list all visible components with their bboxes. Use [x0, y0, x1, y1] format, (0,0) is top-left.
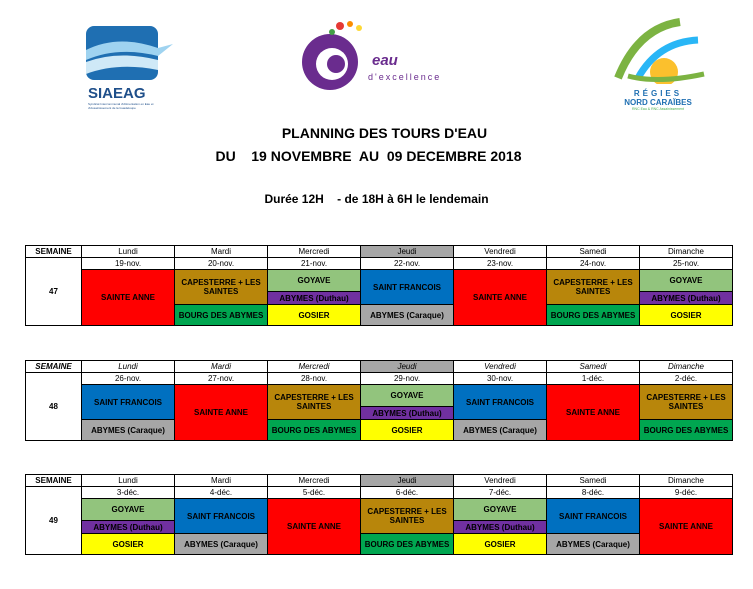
header-day: Dimanche — [640, 246, 733, 258]
header-day: Mardi — [175, 475, 268, 487]
zone-cell: SAINT FRANCOIS — [82, 385, 175, 420]
zone-cell: BOURG DES ABYMES — [175, 305, 268, 326]
date-cell: 20-nov. — [175, 258, 268, 270]
header-day: Mercredi — [268, 475, 361, 487]
zone-cell: SAINT FRANCOIS — [454, 385, 547, 420]
date-cell: 3-déc. — [82, 487, 175, 499]
zone-cell: GOSIER — [268, 305, 361, 326]
zone-cell: ABYMES (Duthau) — [361, 407, 454, 420]
date-cell: 30-nov. — [454, 373, 547, 385]
regies-line2: NORD CARAÏBES — [624, 98, 692, 107]
zone-cell: GOYAVE — [82, 499, 175, 521]
header-day: Jeudi — [361, 246, 454, 258]
date-cell: 22-nov. — [361, 258, 454, 270]
week-table — [25, 474, 733, 555]
siaeag-name: SIAEAG — [88, 85, 146, 102]
zone-cell: CAPESTERRE + LES SAINTES — [268, 385, 361, 420]
zone-cell: BOURG DES ABYMES — [547, 305, 640, 326]
zone-cell: GOYAVE — [454, 499, 547, 521]
zone-cell: CAPESTERRE + LES SAINTES — [547, 270, 640, 305]
header-day: Lundi — [82, 246, 175, 258]
zone-cell: ABYMES (Caraque) — [175, 534, 268, 555]
header-day: Vendredi — [454, 246, 547, 258]
siaeag-logo — [78, 20, 173, 110]
header-day: Lundi — [82, 361, 175, 373]
zone-cell: GOSIER — [361, 420, 454, 441]
siaeag-subtitle: Syndicat Intercommunal d'Alimentation en Eau et d'Assainissement de la Guadeloupe — [88, 102, 154, 110]
header-day: Vendredi — [454, 475, 547, 487]
zone-cell: ABYMES (Duthau) — [82, 521, 175, 534]
week-table — [25, 360, 733, 441]
header-day: Jeudi — [361, 361, 454, 373]
date-cell: 25-nov. — [640, 258, 733, 270]
zone-cell: SAINT FRANCOIS — [547, 499, 640, 534]
zone-cell: BOURG DES ABYMES — [361, 534, 454, 555]
eau-excellence-logo — [292, 18, 472, 98]
week-number: 49 — [26, 487, 82, 555]
date-cell: 26-nov. — [82, 373, 175, 385]
header-day: Dimanche — [640, 361, 733, 373]
date-cell: 21-nov. — [268, 258, 361, 270]
week-number: 47 — [26, 258, 82, 326]
header-day: Mardi — [175, 361, 268, 373]
header-day: Samedi — [547, 475, 640, 487]
header-day: Lundi — [82, 475, 175, 487]
eau-text: eau — [372, 52, 398, 69]
zone-cell: ABYMES (Caraque) — [454, 420, 547, 441]
header-day: Mardi — [175, 246, 268, 258]
zone-cell: SAINTE ANNE — [82, 270, 175, 326]
zone-cell: GOSIER — [640, 305, 733, 326]
zone-cell: GOSIER — [82, 534, 175, 555]
zone-cell: CAPESTERRE + LES SAINTES — [175, 270, 268, 305]
header-semaine: SEMAINE — [26, 246, 82, 258]
zone-cell: ABYMES (Duthau) — [640, 292, 733, 305]
header-day: Jeudi — [361, 475, 454, 487]
swirl-logo-icon — [292, 18, 372, 96]
zone-cell: GOYAVE — [640, 270, 733, 292]
zone-cell: BOURG DES ABYMES — [640, 420, 733, 441]
header-day: Vendredi — [454, 361, 547, 373]
zone-cell: GOYAVE — [268, 270, 361, 292]
zone-cell: CAPESTERRE + LES SAINTES — [640, 385, 733, 420]
date-cell: 23-nov. — [454, 258, 547, 270]
zone-cell: SAINTE ANNE — [268, 499, 361, 555]
header-day: Samedi — [547, 246, 640, 258]
date-cell: 8-déc. — [547, 487, 640, 499]
header-semaine: SEMAINE — [26, 361, 82, 373]
zone-cell: CAPESTERRE + LES SAINTES — [361, 499, 454, 534]
date-cell: 1-déc. — [547, 373, 640, 385]
page-title: PLANNING DES TOURS D'EAU — [281, 125, 488, 141]
header-semaine: SEMAINE — [26, 475, 82, 487]
zone-cell: ABYMES (Duthau) — [268, 292, 361, 305]
zone-cell: SAINTE ANNE — [547, 385, 640, 441]
siaeag-wave-icon — [78, 20, 173, 82]
zone-cell: SAINT FRANCOIS — [361, 270, 454, 305]
zone-cell: SAINTE ANNE — [175, 385, 268, 441]
date-cell: 7-déc. — [454, 487, 547, 499]
date-cell: 2-déc. — [640, 373, 733, 385]
regies-line3: RNC Eau & RNC Assainissement — [632, 107, 684, 111]
zone-cell: SAINT FRANCOIS — [175, 499, 268, 534]
week-number: 48 — [26, 373, 82, 441]
date-cell: 29-nov. — [361, 373, 454, 385]
zone-cell: GOYAVE — [361, 385, 454, 407]
page-date-range: DU 19 NOVEMBRE AU 09 DECEMBRE 2018 — [215, 148, 522, 164]
header-day: Dimanche — [640, 475, 733, 487]
zone-cell: ABYMES (Caraque) — [361, 305, 454, 326]
date-cell: 27-nov. — [175, 373, 268, 385]
zone-cell: ABYMES (Caraque) — [82, 420, 175, 441]
zone-cell: SAINTE ANNE — [640, 499, 733, 555]
date-cell: 5-déc. — [268, 487, 361, 499]
date-cell: 28-nov. — [268, 373, 361, 385]
regies-logo — [608, 18, 708, 118]
duration-note: Durée 12H - de 18H à 6H le lendemain — [264, 192, 489, 206]
zone-cell: ABYMES (Duthau) — [454, 521, 547, 534]
excellence-text: d'excellence — [368, 72, 442, 82]
week-table — [25, 245, 733, 326]
header-day: Mercredi — [268, 246, 361, 258]
date-cell: 4-déc. — [175, 487, 268, 499]
regies-sun-icon — [608, 18, 708, 84]
regies-line1: RÉGIES — [633, 89, 683, 98]
zone-cell: BOURG DES ABYMES — [268, 420, 361, 441]
zone-cell: ABYMES (Caraque) — [547, 534, 640, 555]
date-cell: 19-nov. — [82, 258, 175, 270]
zone-cell: GOSIER — [454, 534, 547, 555]
date-cell: 9-déc. — [640, 487, 733, 499]
date-cell: 24-nov. — [547, 258, 640, 270]
zone-cell: SAINTE ANNE — [454, 270, 547, 326]
header-day: Mercredi — [268, 361, 361, 373]
header-day: Samedi — [547, 361, 640, 373]
date-cell: 6-déc. — [361, 487, 454, 499]
